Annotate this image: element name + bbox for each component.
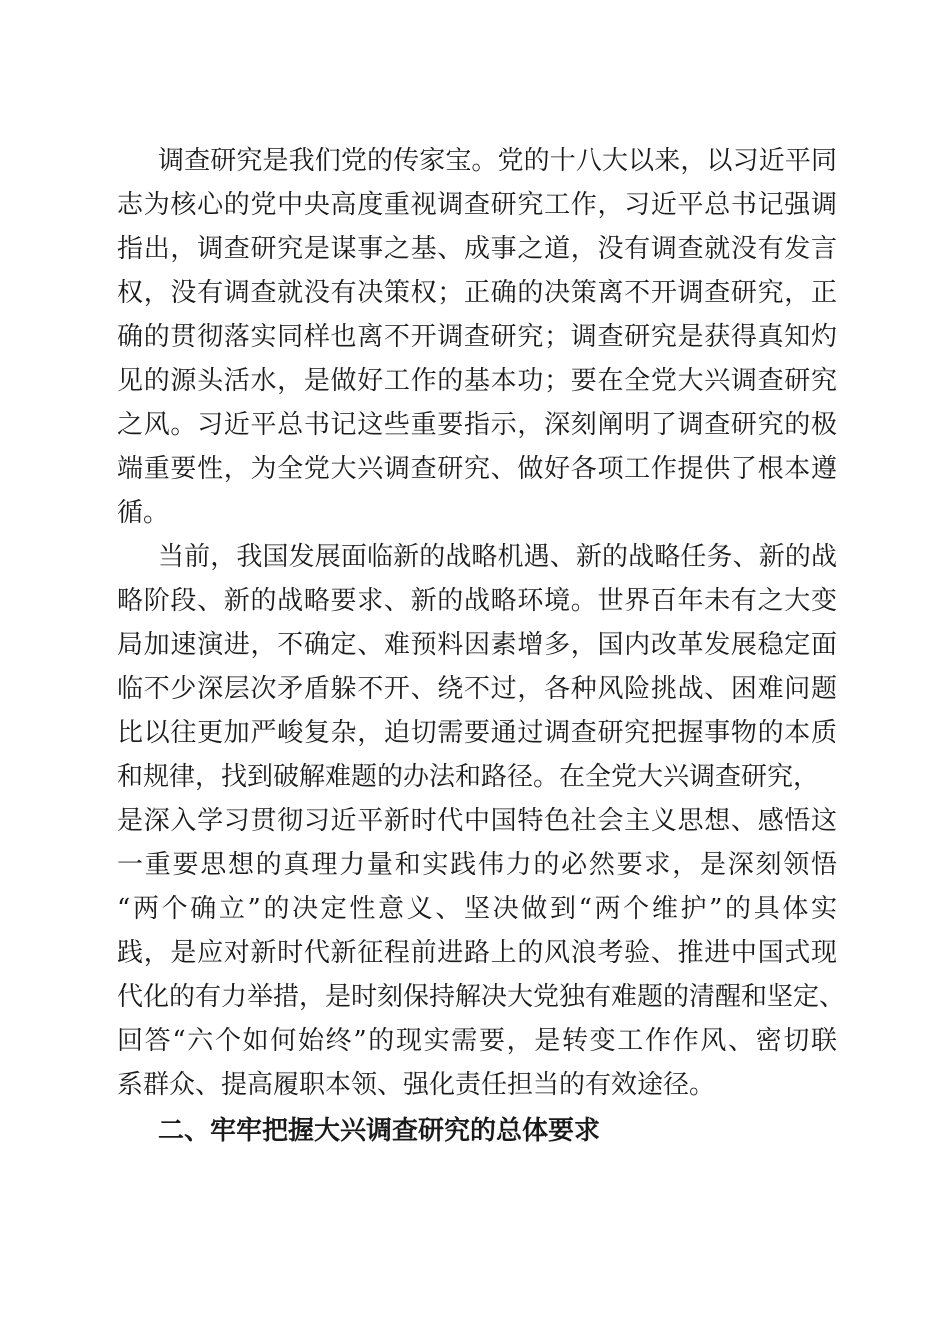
paragraph-line: 权，没有调查就没有决策权；正确的决策离不开调查研究，正	[117, 278, 837, 308]
paragraph-line: 践，是应对新时代新征程前进路上的风浪考验、推进中国式现	[117, 938, 837, 968]
section-heading: 二、牢牢把握大兴调查研究的总体要求	[158, 1116, 601, 1146]
paragraph-line: 回答“六个如何始终”的现实需要，是转变工作作风、密切联	[117, 1026, 837, 1056]
paragraph-line: 端重要性，为全党大兴调查研究、做好各项工作提供了根本遵	[117, 454, 837, 484]
paragraph-line: 见的源头活水，是做好工作的基本功；要在全党大兴调查研究	[117, 366, 837, 396]
paragraph-line: 一重要思想的真理力量和实践伟力的必然要求，是深刻领悟	[117, 850, 837, 880]
paragraph-line: “两个确立”的决定性意义、坚决做到“两个维护”的具体实	[117, 894, 837, 924]
paragraph-line: 比以往更加严峻复杂，迫切需要通过调查研究把握事物的本质	[117, 718, 837, 748]
paragraph-line: 代化的有力举措，是时刻保持解决大党独有难题的清醒和坚定、	[117, 982, 846, 1012]
paragraph-line: 确的贯彻落实同样也离不开调查研究；调查研究是获得真知灼	[117, 322, 837, 352]
paragraph-line: 之风。习近平总书记这些重要指示，深刻阐明了调查研究的极	[117, 410, 837, 440]
paragraph-line: 是深入学习贯彻习近平新时代中国特色社会主义思想、感悟这	[117, 806, 837, 836]
document-body	[117, 139, 846, 1153]
paragraph-1	[117, 139, 837, 535]
paragraph-2	[117, 535, 846, 1107]
paragraph-line: 和规律，找到破解难题的办法和路径。在全党大兴调查研究，	[117, 762, 820, 792]
paragraph-line: 循。	[117, 498, 170, 528]
paragraph-line: 调查研究是我们党的传家宝。党的十八大以来，以习近平同	[158, 146, 837, 176]
paragraph-line: 指出，调查研究是谋事之基、成事之道，没有调查就没有发言	[117, 234, 837, 264]
paragraph-line: 临不少深层次矛盾躲不开、绕不过，各种风险挑战、困难问题	[117, 674, 837, 704]
paragraph-line: 志为核心的党中央高度重视调查研究工作，习近平总书记强调	[117, 190, 837, 220]
paragraph-line: 当前，我国发展面临新的战略机遇、新的战略任务、新的战	[158, 542, 837, 572]
paragraph-line: 局加速演进，不确定、难预料因素增多，国内改革发展稳定面	[117, 630, 837, 660]
paragraph-line: 略阶段、新的战略要求、新的战略环境。世界百年未有之大变	[117, 586, 837, 616]
paragraph-line: 系群众、提高履职本领、强化责任担当的有效途径。	[117, 1070, 716, 1100]
